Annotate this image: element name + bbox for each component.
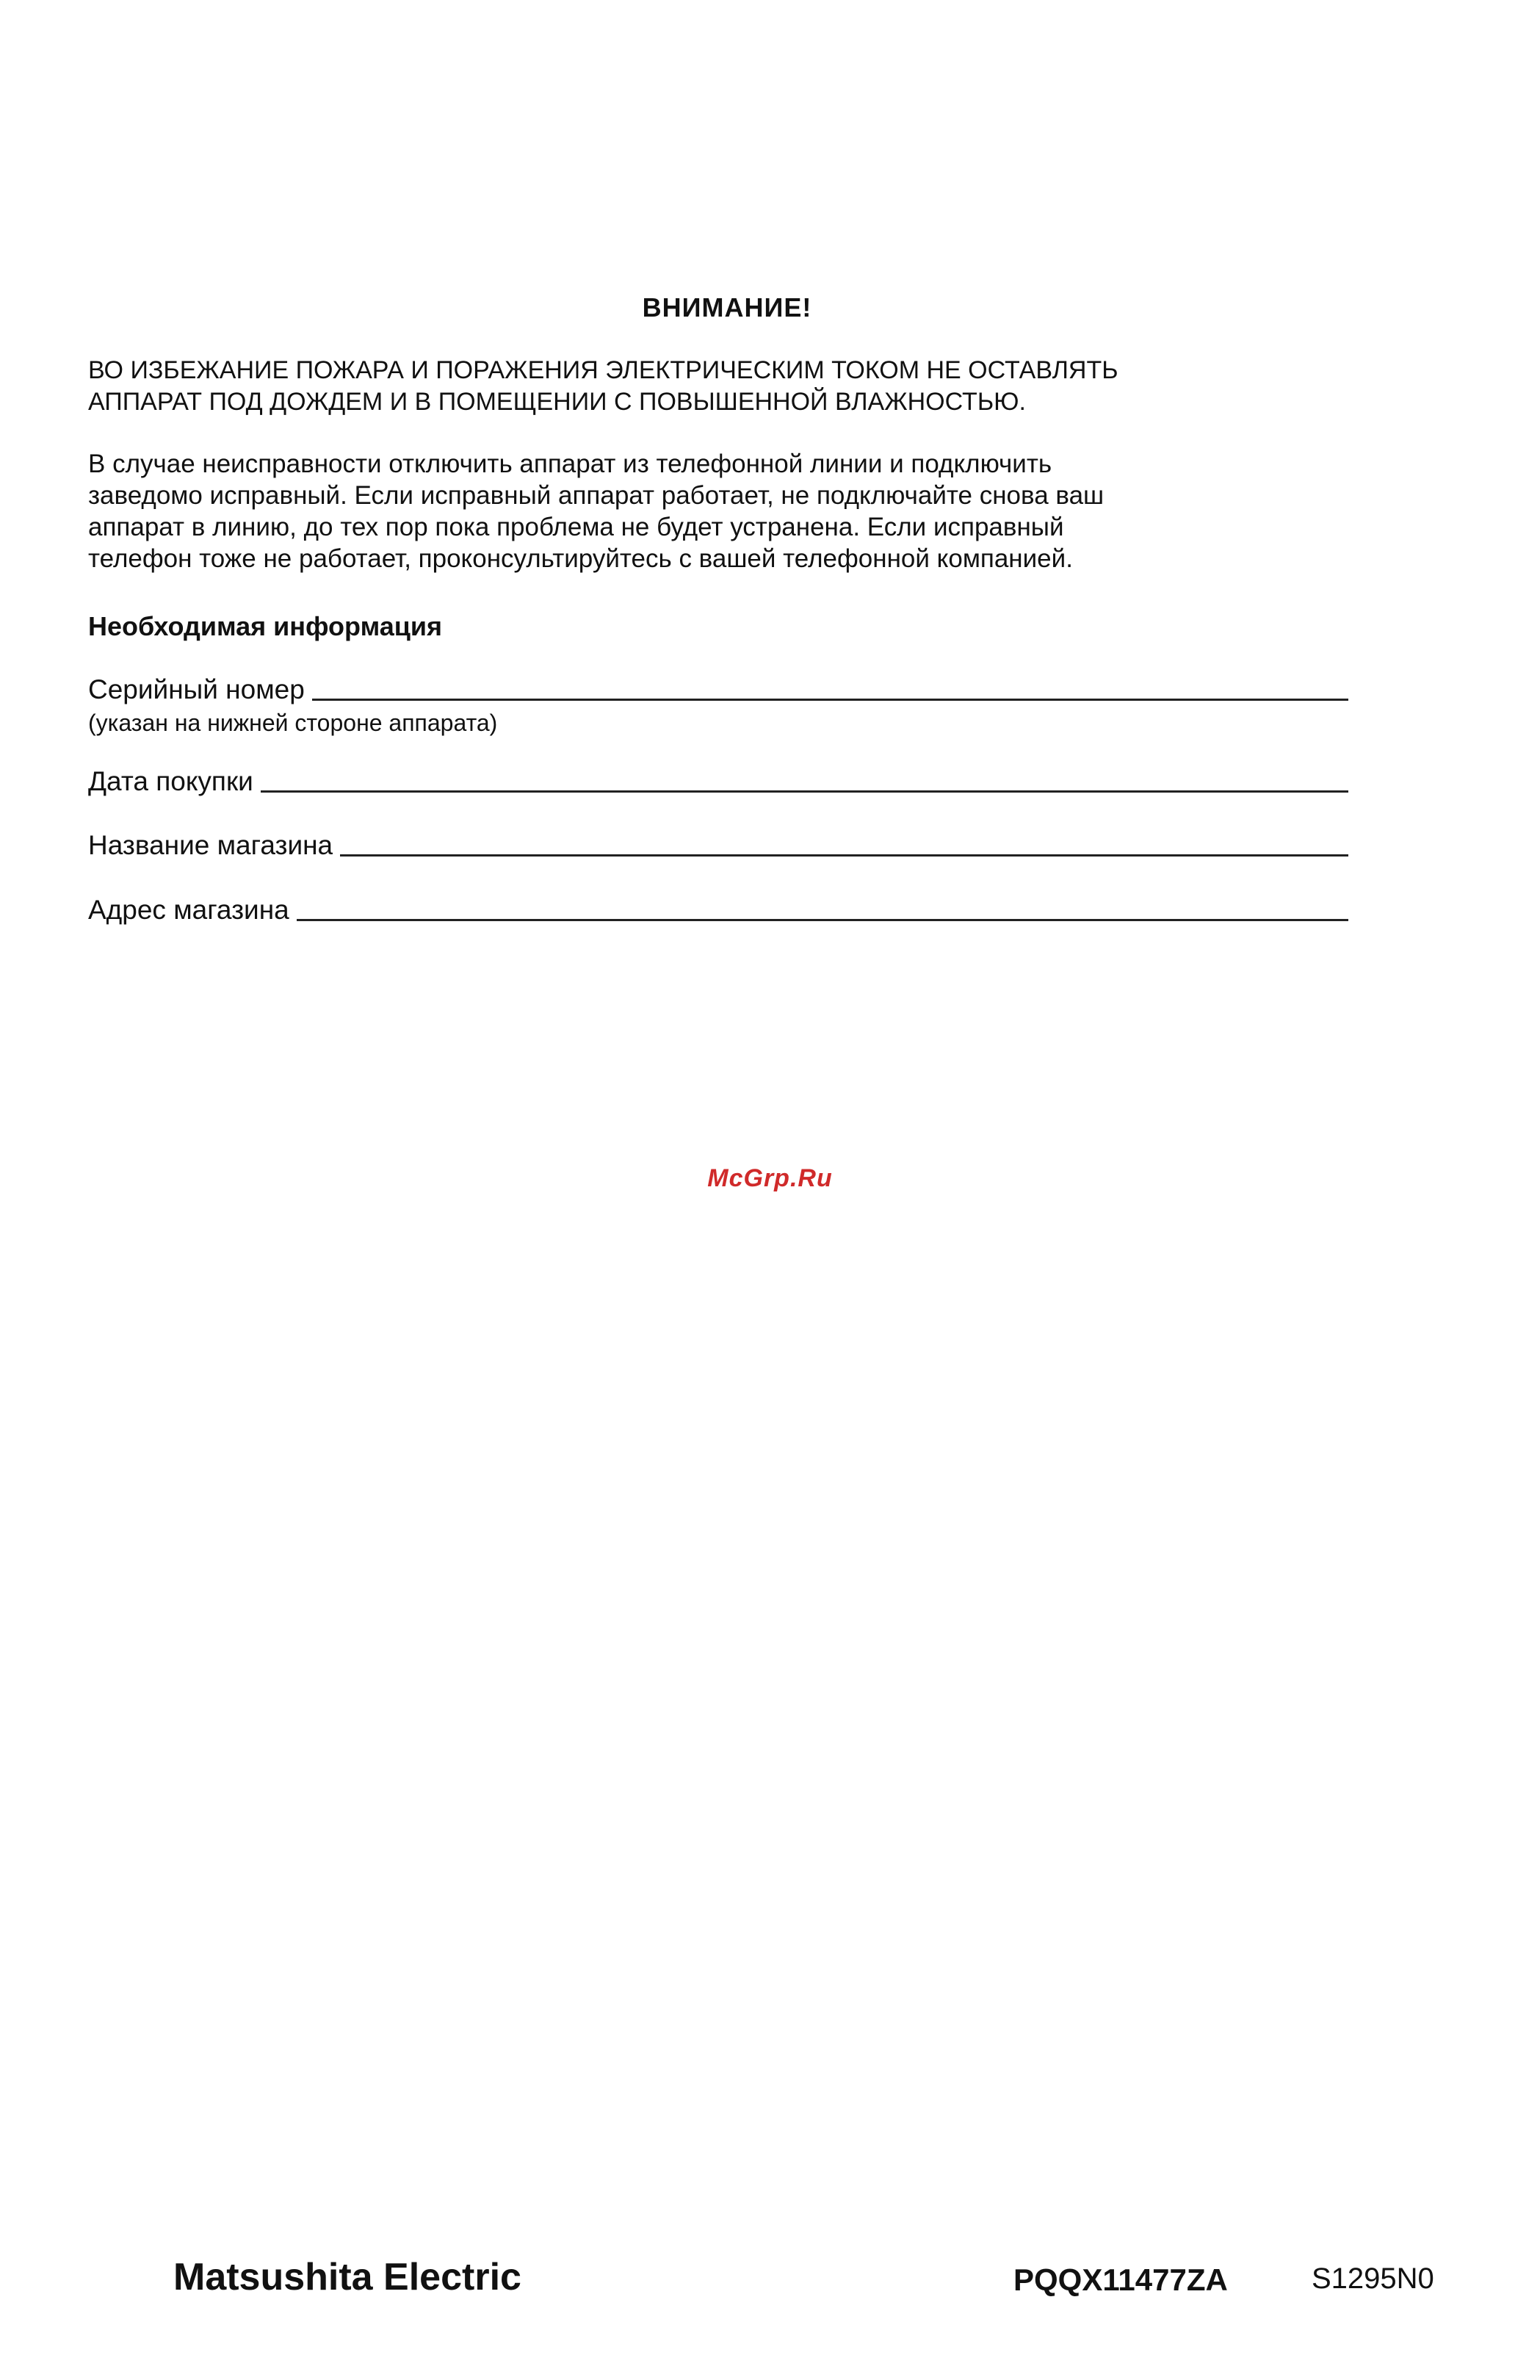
serial-number-label: Серийный номер [88, 674, 305, 704]
purchase-date-line[interactable] [261, 790, 1348, 793]
store-address-label: Адрес магазина [88, 895, 289, 925]
serial-number-field[interactable] [88, 674, 1348, 705]
advice-line-1: В случае неисправности отключить аппарат из телефонной линии и подключить [88, 450, 1052, 478]
store-name-label: Название магазина [88, 830, 333, 860]
serial-number-line[interactable] [312, 699, 1348, 701]
purchase-date-label: Дата покупки [88, 766, 253, 796]
store-name-field[interactable] [88, 830, 1348, 861]
footer-brand: Matsushita Electric [173, 2256, 521, 2298]
store-name-line[interactable] [340, 854, 1348, 857]
advice-paragraph [88, 448, 1381, 574]
warning-title: ВНИМАНИЕ! [642, 292, 812, 322]
info-heading: Необходимая информация [88, 611, 443, 641]
watermark: McGrp.Ru [707, 1164, 833, 1192]
footer-document-code: PQQX11477ZA [1013, 2262, 1228, 2297]
serial-number-note: (указан на нижней стороне аппарата) [88, 710, 498, 736]
advice-line-3: аппарат в линию, до тех пор пока проблема не будет устранена. Если исправный [88, 513, 1064, 541]
advice-line-2: заведомо исправный. Если исправный аппарат работает, не подключайте снова ваш [88, 481, 1105, 510]
warning-line-2: АППАРАТ ПОД ДОЖДЕМ И В ПОМЕЩЕНИИ С ПОВЫШЕННОЙ ВЛАЖНОСТЬЮ. [88, 388, 1026, 416]
purchase-date-field[interactable] [88, 766, 1348, 797]
store-address-field[interactable] [88, 895, 1348, 926]
store-address-line[interactable] [297, 919, 1348, 921]
warning-text [88, 355, 1351, 418]
warning-line-1: ВО ИЗБЕЖАНИЕ ПОЖАРА И ПОРАЖЕНИЯ ЭЛЕКТРИЧЕСКИМ ТОКОМ НЕ ОСТАВЛЯТЬ [88, 356, 1118, 384]
footer-serial: S1295N0 [1312, 2262, 1434, 2295]
advice-line-4: телефон тоже не работает, проконсультируйтесь с вашей телефонной компанией. [88, 544, 1073, 573]
